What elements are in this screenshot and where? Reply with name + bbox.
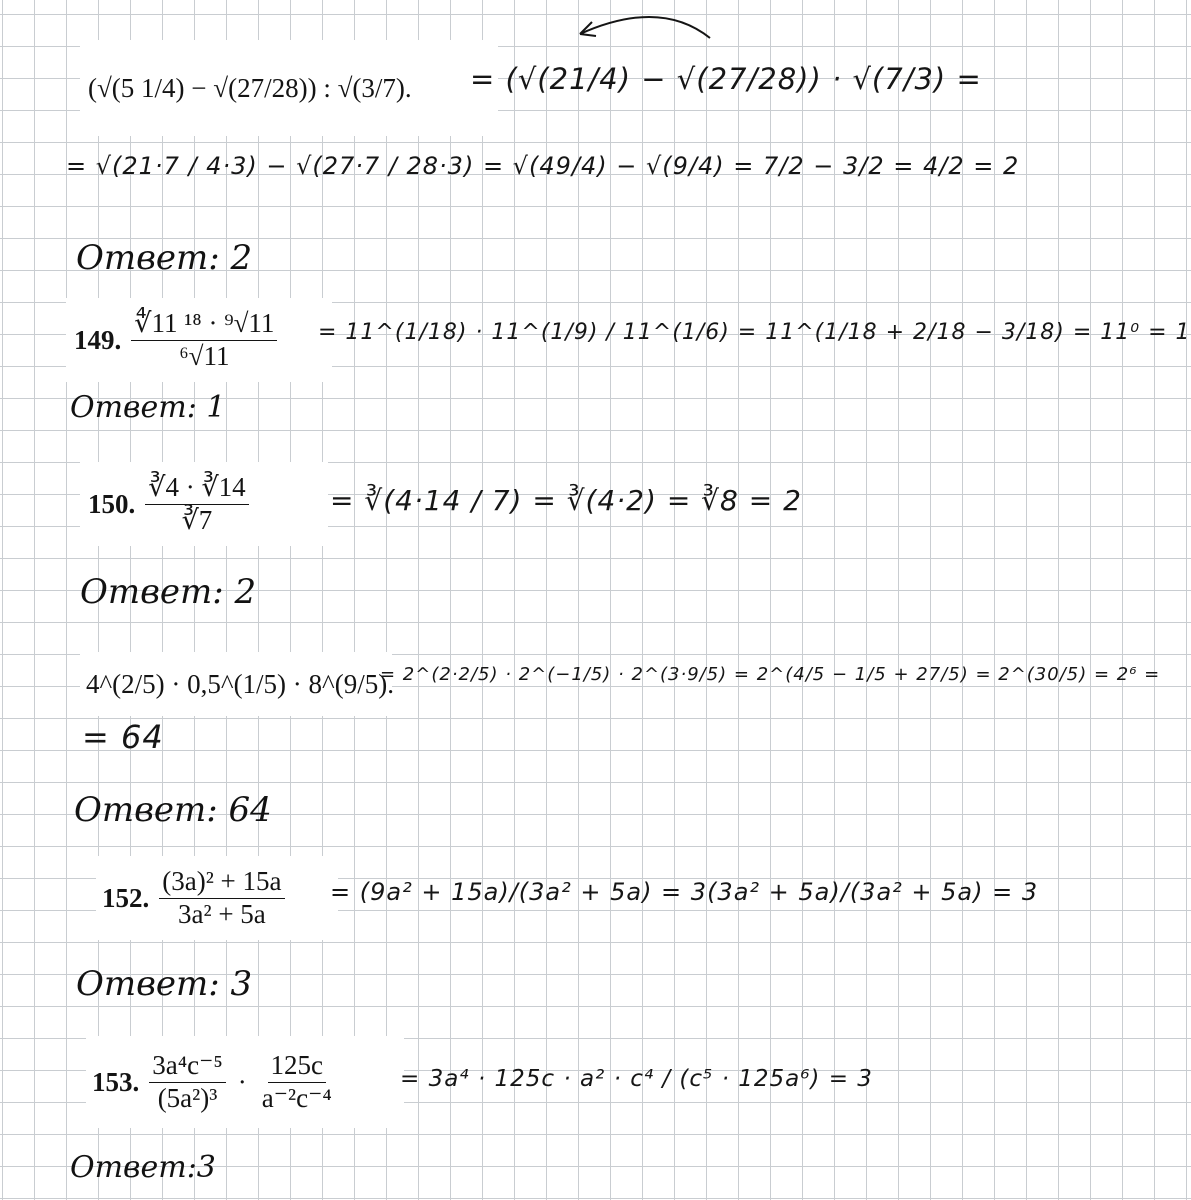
solution-151-line1: = 2^(2·2/5) · 2^(−1/5) · 2^(3·9/5) = 2^(4/5 − 1/5 + 27/5) = 2^(30/5) = 2⁶ =	[380, 664, 1161, 685]
answer-149: Ответ: 1	[70, 390, 226, 425]
answer-151: Ответ: 64	[74, 790, 272, 830]
task-149-fraction	[131, 309, 277, 371]
answer-152: Ответ: 3	[76, 964, 253, 1004]
task-150-numerator: ∛4 · ∛14	[145, 473, 248, 505]
answer-150: Ответ: 2	[80, 572, 257, 612]
task-153-number: 153.	[92, 1066, 140, 1097]
task-151	[80, 652, 392, 716]
task-152	[96, 856, 338, 940]
task-148	[80, 40, 498, 136]
task-152-denominator: 3a² + 5a	[177, 898, 266, 929]
solution-152: = (9a² + 15a)/(3a² + 5a) = 3(3a² + 5a)/(3a² + 5a) = 3	[330, 878, 1039, 906]
solution-149: = 11^(1/18) · 11^(1/9) / 11^(1/6) = 11^(1/18 + 2/18 − 3/18) = 11⁰ = 1	[318, 320, 1191, 345]
task-150	[80, 462, 328, 546]
task-153-frac2-numerator: 125c	[268, 1051, 326, 1083]
solution-151-line2: = 64	[82, 718, 164, 756]
task-153	[86, 1036, 404, 1128]
answer-148: Ответ: 2	[76, 238, 253, 278]
task-153-fraction-1	[149, 1051, 226, 1113]
task-149-numerator: ∜11 ¹⁸ · ⁹√11	[131, 309, 277, 341]
solution-150: = ∛(4·14 / 7) = ∛(4·2) = ∛8 = 2	[330, 484, 802, 517]
task-153-frac1-numerator: 3a⁴c⁻⁵	[149, 1051, 226, 1083]
solution-148-line2: = √(21·7 / 4·3) − √(27·7 / 28·3) = √(49/4) − √(9/4) = 7/2 − 3/2 = 4/2 = 2	[66, 152, 1020, 180]
task-150-fraction	[145, 473, 248, 535]
task-153-fraction-2	[259, 1051, 335, 1113]
task-149-denominator: ⁶√11	[179, 340, 230, 371]
task-153-multiply: ·	[237, 1066, 247, 1097]
answer-153: Ответ:3	[70, 1150, 216, 1185]
task-152-fraction	[159, 867, 284, 929]
task-153-frac2-denominator: a⁻²c⁻⁴	[261, 1082, 332, 1113]
task-152-numerator: (3a)² + 15a	[159, 867, 284, 899]
task-150-number: 150.	[88, 488, 136, 519]
task-153-frac1-denominator: (5a²)³	[157, 1082, 218, 1113]
task-151-text: 4^(2/5) · 0,5^(1/5) · 8^(9/5).	[86, 668, 394, 699]
task-149-number: 149.	[74, 324, 122, 355]
task-152-number: 152.	[102, 882, 150, 913]
task-149	[66, 298, 332, 382]
task-148-text: (√(5 1/4) − √(27/28)) : √(3/7).	[88, 72, 412, 103]
solution-153: = 3a⁴ · 125c · a² · c⁴ / (c⁵ · 125a⁶) = 3	[400, 1066, 873, 1092]
solution-148-line1: = (√(21/4) − √(27/28)) · √(7/3) =	[470, 62, 982, 96]
arrow-swap-icon	[560, 8, 740, 48]
task-150-denominator: ∛7	[181, 504, 213, 535]
